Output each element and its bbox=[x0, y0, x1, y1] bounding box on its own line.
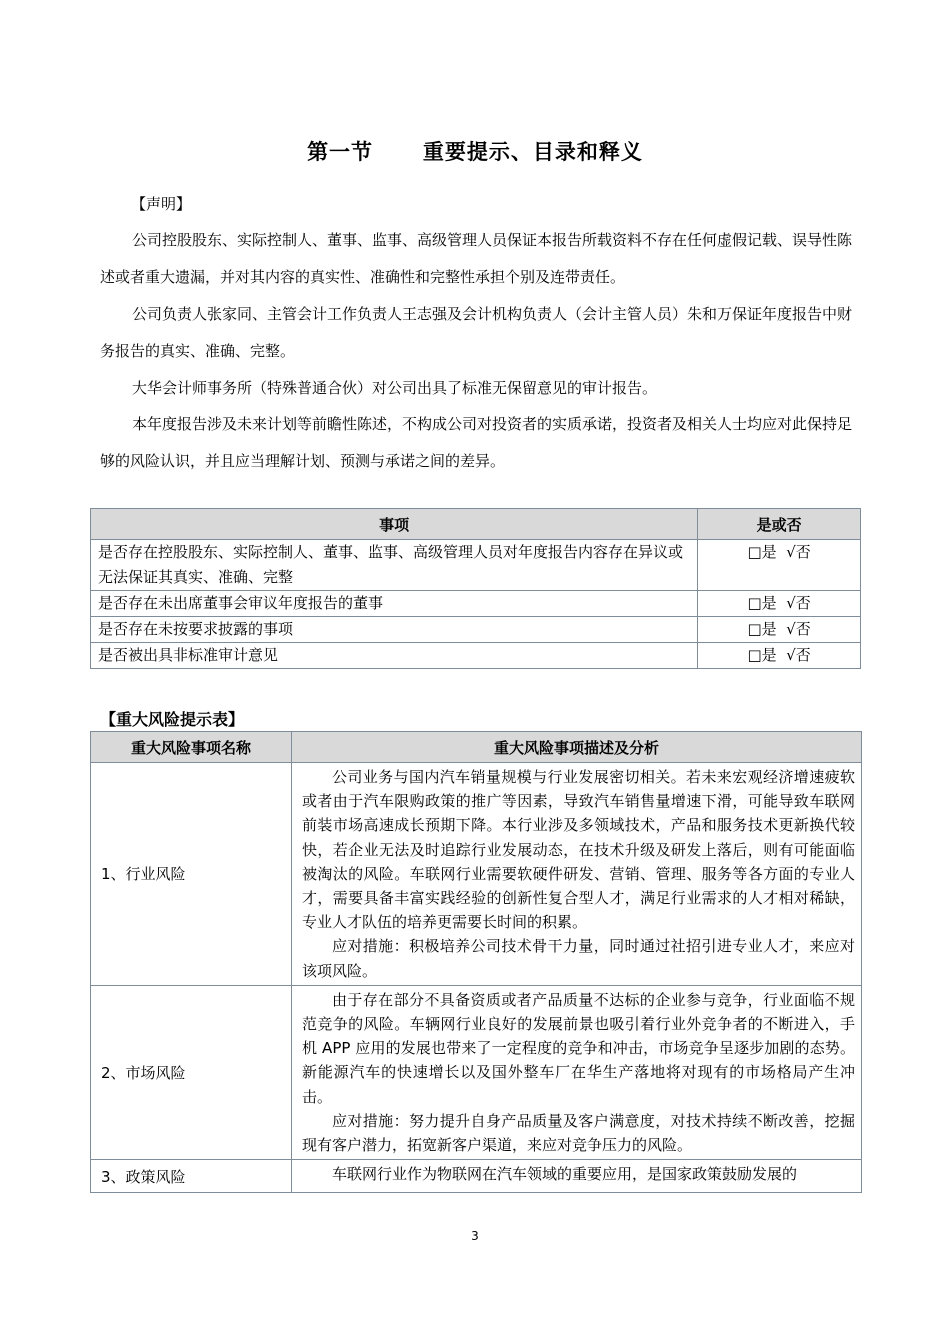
matter-answer: □是 √否 bbox=[698, 643, 861, 669]
column-header-yes-no: 是或否 bbox=[698, 509, 861, 540]
risk-measures: 应对措施：积极培养公司技术骨干力量，同时通过社招引进专业人才，来应对该项风险。 bbox=[302, 937, 855, 980]
table-row bbox=[91, 643, 861, 669]
risk-name: 2、市场风险 bbox=[91, 985, 292, 1159]
risk-name: 1、行业风险 bbox=[91, 763, 292, 986]
table-row bbox=[91, 591, 861, 617]
risk-description-cell bbox=[292, 763, 862, 986]
table-row bbox=[91, 540, 861, 591]
matter-question: 是否存在未按要求披露的事项 bbox=[91, 617, 698, 643]
matter-question: 是否被出具非标准审计意见 bbox=[91, 643, 698, 669]
table-row bbox=[91, 763, 862, 986]
declaration-paragraph: 本年度报告涉及未来计划等前瞻性陈述，不构成公司对投资者的实质承诺，投资者及相关人士均应对此保持足够的风险认识，并且应当理解计划、预测与承诺之间的差异。 bbox=[100, 415, 853, 470]
matter-question: 是否存在未出席董事会审议年度报告的董事 bbox=[91, 591, 698, 617]
risk-description: 车联网行业作为物联网在汽车领域的重要应用，是国家政策鼓励发展的 bbox=[332, 1165, 798, 1184]
risk-table bbox=[90, 731, 862, 1193]
column-header-matter: 事项 bbox=[91, 509, 698, 540]
risk-measures: 应对措施：努力提升自身产品质量及客户满意度，对技术持续不断改善，挖掘现有客户潜力，拓宽新客户渠道，来应对竞争压力的风险。 bbox=[302, 1111, 855, 1155]
declaration-paragraph: 公司负责人张家同、主管会计工作负责人王志强及会计机构负责人（会计主管人员）朱和万保证年度报告中财务报告的真实、准确、完整。 bbox=[100, 305, 853, 360]
declaration-paragraph: 大华会计师事务所（特殊普通合伙）对公司出具了标准无保留意见的审计报告。 bbox=[132, 379, 658, 397]
page-number: 3 bbox=[471, 1229, 479, 1243]
declaration-paragraph: 公司控股股东、实际控制人、董事、监事、高级管理人员保证本报告所载资料不存在任何虚假记载、误导性陈述或者重大遗漏，并对其内容的真实性、准确性和完整性承担个别及连带责任。 bbox=[100, 231, 853, 286]
risk-description: 公司业务与国内汽车销量规模与行业发展密切相关。若未来宏观经济增速疲软或者由于汽车限购政策的推广等因素，导致汽车销售量增速下滑，可能导致车联网前装市场高速成长预期下降。本行业涉及多领域技术，产品和服务技术更新换代较快，若企业无法及时追踪行业发展动态，在技术升级及研发上落后，则有可能面临被淘汰的风险。车联网行业需要软硬件研发、营销、管理、服务等各方面的专业人才，需要具备丰富实践经验的创新性复合型人才，满足行业需求的人才相对稀缺，专业人才队伍的培养更需要长时间的积累。 bbox=[302, 768, 855, 932]
table-row bbox=[91, 985, 862, 1159]
column-header-risk-description: 重大风险事项描述及分析 bbox=[292, 732, 862, 763]
matters-table bbox=[90, 508, 861, 669]
table-row bbox=[91, 617, 861, 643]
table-row bbox=[91, 1160, 862, 1193]
column-header-risk-name: 重大风险事项名称 bbox=[91, 732, 292, 763]
matter-answer: □是 √否 bbox=[698, 540, 861, 591]
risk-table-title: 【重大风险提示表】 bbox=[100, 710, 245, 729]
matter-question: 是否存在控股股东、实际控制人、董事、监事、高级管理人员对年度报告内容存在异议或无法保证其真实、准确、完整 bbox=[91, 540, 698, 591]
matter-answer: □是 √否 bbox=[698, 591, 861, 617]
risk-description-cell bbox=[292, 985, 862, 1159]
risk-description: 由于存在部分不具备资质或者产品质量不达标的企业参与竞争，行业面临不规范竞争的风险。车辆网行业良好的发展前景也吸引着行业外竞争者的不断进入，手机 APP 应用的发展也带来了一定程度的竞争和冲击，市场竞争呈逐步加剧的态势。新能源汽车的快速增长以及国外整车厂在华生产落地将对现有的市场格局产生冲击。 bbox=[302, 990, 855, 1106]
risk-name: 3、政策风险 bbox=[91, 1160, 292, 1193]
section-title: 第一节 重要提示、目录和释义 bbox=[307, 140, 643, 164]
table-header-row bbox=[91, 732, 862, 763]
declaration-heading: 【声明】 bbox=[131, 195, 192, 213]
matter-answer: □是 √否 bbox=[698, 617, 861, 643]
table-header-row bbox=[91, 509, 861, 540]
risk-description-cell bbox=[292, 1160, 862, 1193]
